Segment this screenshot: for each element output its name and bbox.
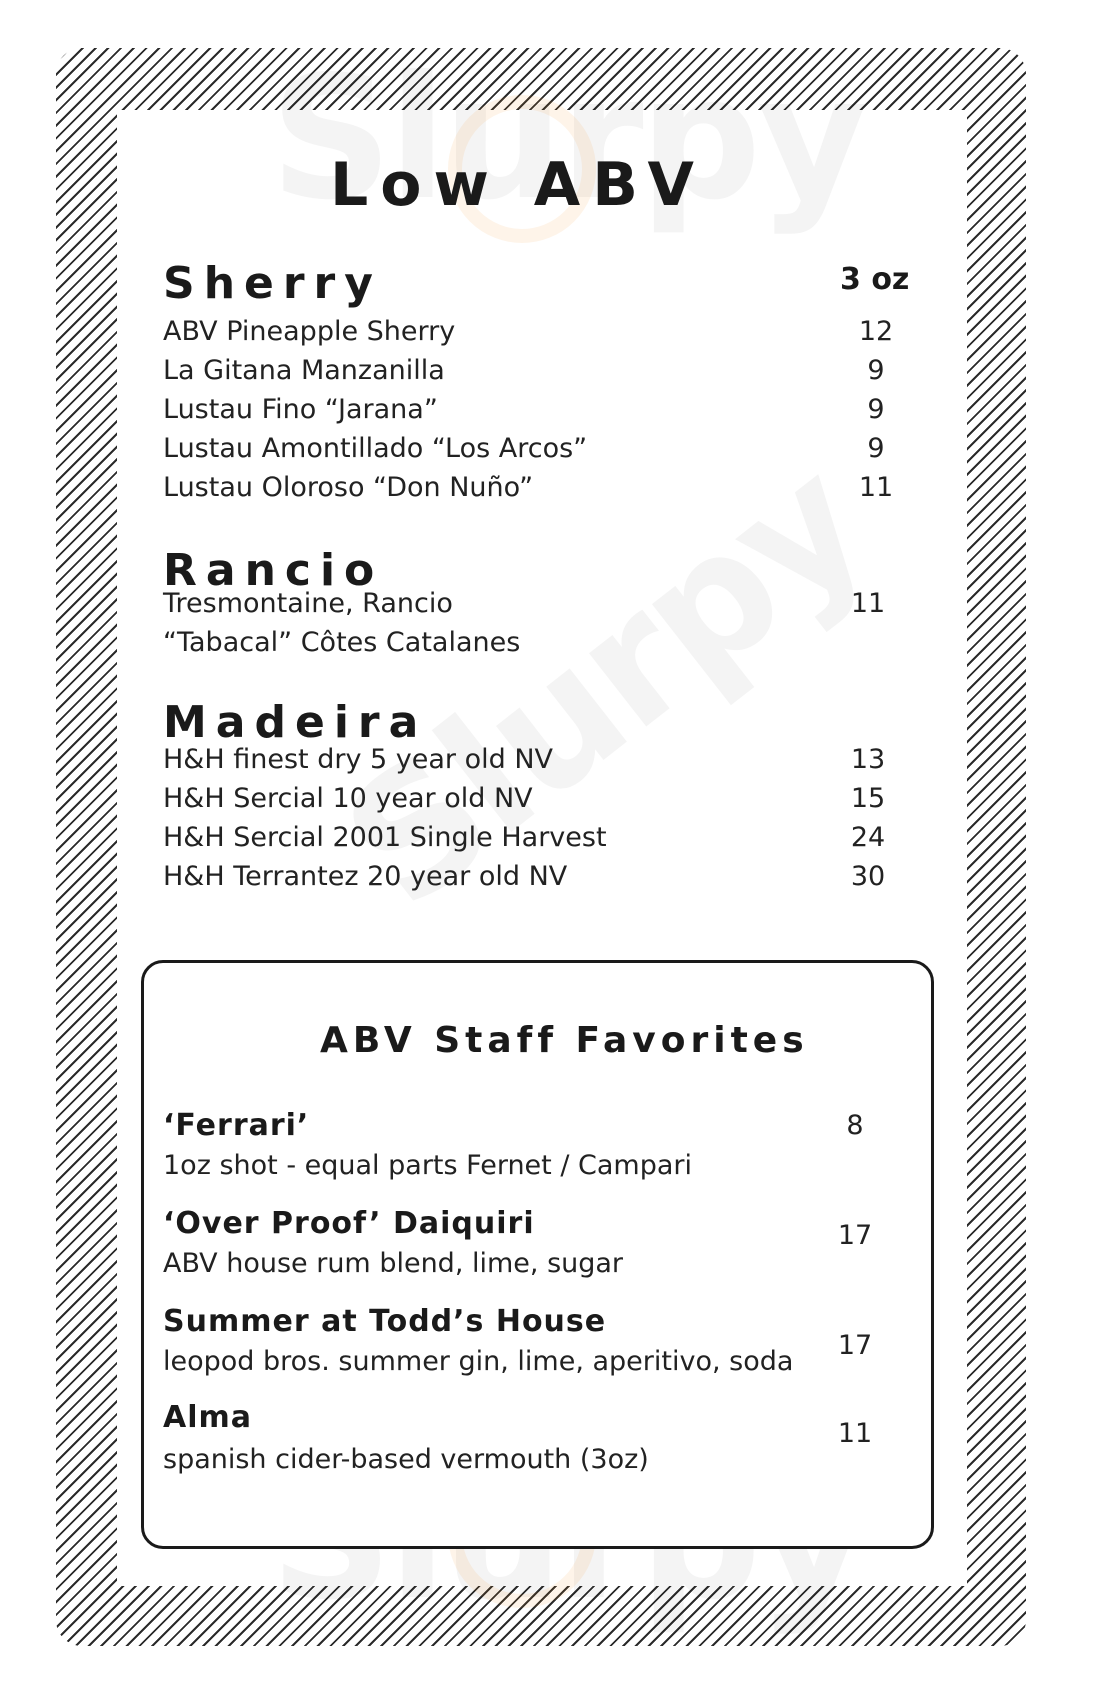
favorite-item-price: 17	[837, 1330, 873, 1361]
menu-item-price: 13	[850, 744, 886, 775]
menu-item-name: Lustau Oloroso “Don Nuño”	[163, 472, 534, 503]
menu-item-name-continued: “Tabacal” Côtes Catalanes	[163, 627, 521, 658]
favorite-item-name: Summer at Todd’s House	[163, 1304, 607, 1339]
menu-item-price: 12	[858, 316, 894, 347]
menu-item-name: La Gitana Manzanilla	[163, 355, 445, 386]
menu-item-price: 9	[867, 394, 885, 425]
section-heading-rancio: Rancio	[163, 545, 384, 596]
menu-item-name: ABV Pineapple Sherry	[163, 316, 456, 347]
menu-item-name: H&H finest dry 5 year old NV	[163, 744, 553, 775]
menu-item-price: 11	[858, 472, 894, 503]
favorite-item-description: spanish cider-based vermouth (3oz)	[163, 1444, 649, 1475]
favorite-item-description: leopod bros. summer gin, lime, aperitivo, soda	[163, 1346, 794, 1377]
menu-item-name: H&H Sercial 2001 Single Harvest	[163, 822, 607, 853]
favorite-item-name: ‘Ferrari’	[163, 1108, 310, 1143]
menu-item-price: 9	[867, 433, 885, 464]
favorite-item-name: ‘Over Proof’ Daiquiri	[163, 1206, 535, 1241]
menu-item-price: 11	[850, 588, 886, 619]
staff-favorites-heading: ABV Staff Favorites	[320, 1020, 809, 1061]
menu-item-name: H&H Terrantez 20 year old NV	[163, 861, 568, 892]
menu-item-name: H&H Sercial 10 year old NV	[163, 783, 533, 814]
menu-item-price: 9	[867, 355, 885, 386]
favorite-item-price: 17	[837, 1220, 873, 1251]
menu-item-price: 24	[850, 822, 886, 853]
section-heading-madeira: Madeira	[163, 697, 428, 748]
serving-size-label: 3 oz	[840, 262, 910, 297]
menu-item-price: 30	[850, 861, 886, 892]
section-heading-sherry: Sherry	[163, 258, 382, 309]
menu-item-price: 15	[850, 783, 886, 814]
page-title: Low ABV	[330, 150, 706, 220]
favorite-item-description: 1oz shot - equal parts Fernet / Campari	[163, 1150, 693, 1181]
favorite-item-price: 11	[837, 1418, 873, 1449]
menu-item-name: Tresmontaine, Rancio	[163, 588, 453, 619]
favorite-item-name: Alma	[163, 1400, 253, 1435]
menu-item-name: Lustau Fino “Jarana”	[163, 394, 438, 425]
favorite-item-price: 8	[846, 1110, 864, 1141]
favorite-item-description: ABV house rum blend, lime, sugar	[163, 1248, 624, 1279]
menu-item-name: Lustau Amontillado “Los Arcos”	[163, 433, 588, 464]
